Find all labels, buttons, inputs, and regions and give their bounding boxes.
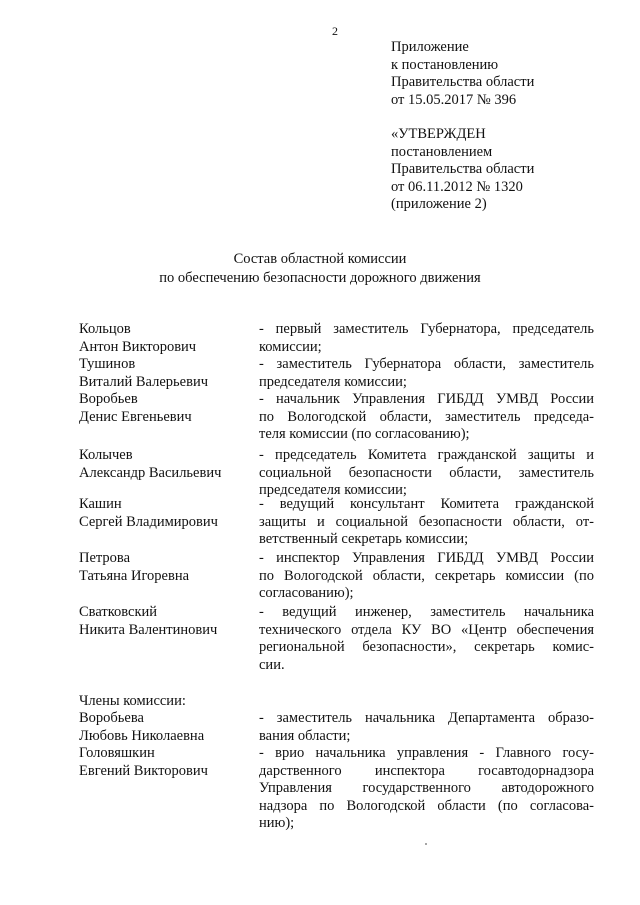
role-line: - ведущий инженер, заместитель начальника [259,604,594,620]
surname: Воробьева [79,710,144,726]
title-line: Состав областной комиссии [233,251,407,267]
approved-line: от 06.11.2012 № 1320 [391,178,523,195]
role-line: дарственного инспектора госавтодорнадзора [259,762,594,779]
role-line: нию); [259,815,295,831]
role-line: - первый заместитель Губернатора, председатель [259,321,594,337]
member-name [79,391,254,426]
given-names: Евгений Викторович [79,762,208,779]
approved-line: (приложение 2) [391,196,487,212]
member-role [259,321,594,356]
member-name [79,710,254,745]
role-line: защиты и социальной безопасности области, от- [259,513,594,530]
role-line: Управления государственного автодорожного [259,780,594,796]
role-line: региональной безопасности», секретарь комис- [259,639,594,655]
member-role [259,356,594,391]
role-line: сии. [259,656,285,673]
member-name [79,496,254,531]
approved-line: «УТВЕРЖДЕН [391,126,486,142]
role-line: технического отдела КУ ВО «Центр обеспечения [259,621,594,638]
members-heading: Члены комиссии: [79,693,186,709]
appendix-line: Приложение [391,39,469,55]
surname: Петрова [79,550,131,566]
role-line: комиссии; [259,338,322,355]
member-name [79,356,254,391]
role-line: - заместитель начальника Департамента образо- [259,710,594,726]
appendix-line: от 15.05.2017 № 396 [391,91,517,108]
role-line: по Вологодской области, заместитель председа- [259,408,594,425]
role-line: по Вологодской области, секретарь комиссии (по [259,567,594,584]
surname: Головяшкин [79,745,155,761]
role-line: согласованию); [259,585,354,601]
role-line: теля комиссии (по согласованию); [259,426,470,442]
surname: Тушинов [79,356,136,372]
role-line: - заместитель Губернатора области, заместитель [259,356,594,372]
role-line: вания области; [259,727,351,744]
role-line: - председатель Комитета гражданской защиты и [259,447,594,463]
member-name [79,321,254,356]
role-line: председателя комиссии; [259,373,407,390]
given-names: Любовь Николаевна [79,727,205,744]
member-name [79,745,254,780]
role-line: ветственный секретарь комиссии; [259,531,469,547]
surname: Кашин [79,496,122,512]
given-names: Александр Васильевич [79,464,222,481]
member-role [259,496,594,549]
given-names: Денис Евгеньевич [79,408,192,425]
appendix-line: к постановлению [391,56,499,73]
role-line: - врио начальника управления - Главного госу- [259,745,594,761]
given-names: Сергей Владимирович [79,513,218,530]
title-line: по обеспечению безопасности дорожного движения [159,270,481,286]
approved-line: постановлением [391,143,493,160]
role-line: социальной безопасности области, заместитель [259,464,594,481]
surname: Сватковский [79,604,158,620]
surname: Колычев [79,447,133,463]
appendix-header [391,39,534,109]
role-line: надзора по Вологодской области (по согласова- [259,797,594,814]
given-names: Антон Викторович [79,338,197,355]
member-role [259,550,594,603]
role-line: председателя комиссии; [259,482,407,498]
role-line: - инспектор Управления ГИБДД УМВД России [259,550,594,566]
member-name [79,550,254,585]
member-name [79,604,254,639]
scan-speck [425,843,427,845]
approved-header [391,126,534,214]
approved-line: Правительства области [391,161,535,177]
given-names: Никита Валентинович [79,621,218,638]
page-number: 2 [332,24,338,38]
member-role [259,745,594,833]
role-line: - ведущий консультант Комитета гражданской [259,496,594,512]
given-names: Виталий Валерьевич [79,373,208,390]
member-role [259,447,594,500]
member-name [79,447,254,482]
document-title [0,250,640,288]
role-line: - начальник Управления ГИБДД УМВД России [259,391,594,407]
member-role [259,391,594,444]
member-role [259,710,594,745]
surname: Воробьев [79,391,138,407]
appendix-line: Правительства области [391,74,535,90]
given-names: Татьяна Игоревна [79,567,190,584]
surname: Кольцов [79,321,131,337]
member-role [259,604,594,674]
